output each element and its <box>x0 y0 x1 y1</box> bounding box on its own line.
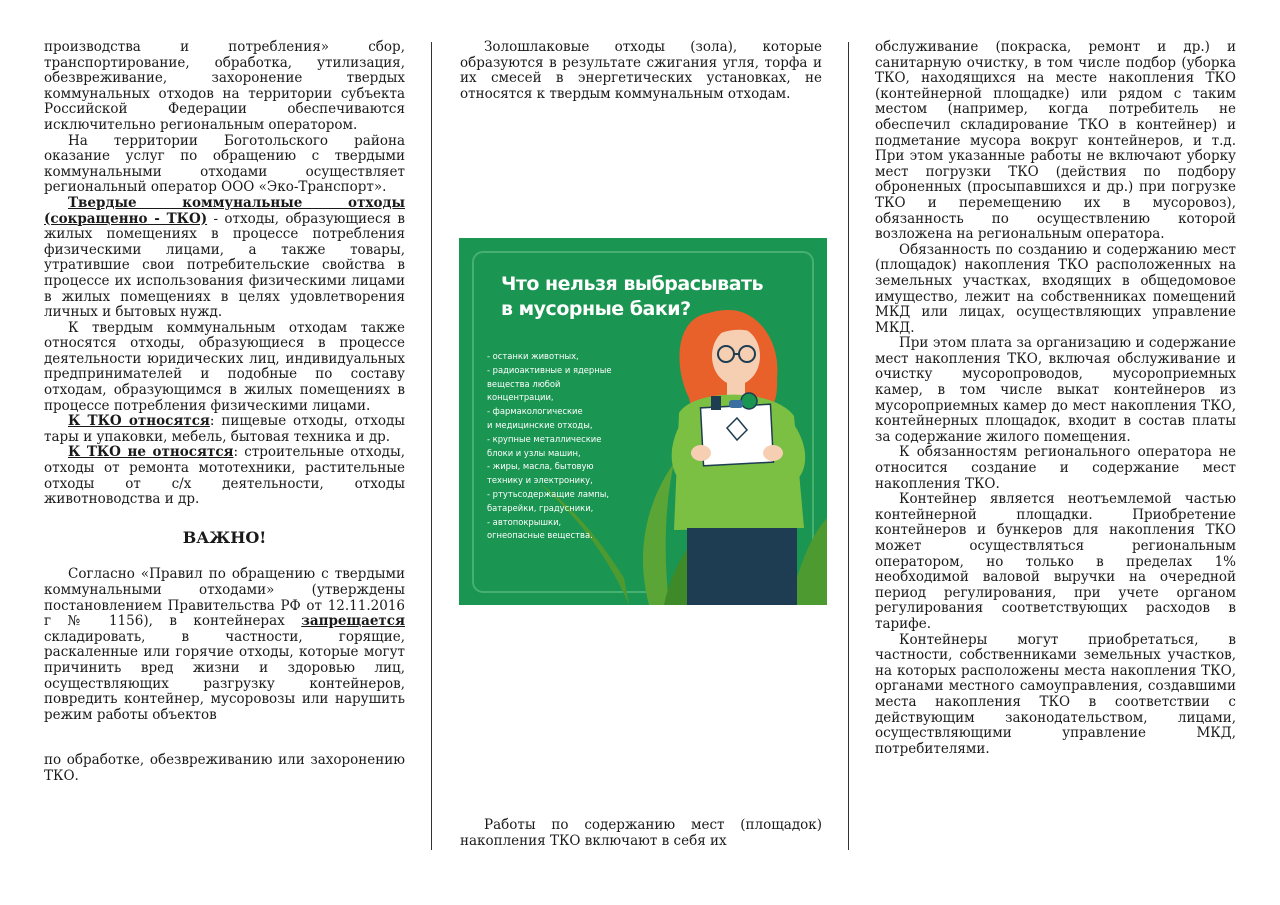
list-item: - жиры, масла, бытовую <box>487 461 594 472</box>
list-item: - автопокрышки, <box>487 516 562 527</box>
important-heading: ВАЖНО! <box>182 527 267 547</box>
paragraph <box>44 414 405 445</box>
list-item: огнеопасные вещества. <box>487 530 593 541</box>
column-1 <box>44 40 405 785</box>
paragraph: производства и потребления» сбор, транспортирование, обработка, утилизация, обезвреживание, захоронение твердых коммунальных отходов на территории субъекта Российской Федерации обеспечиваются исключительно региональным оператором. <box>44 39 405 133</box>
paragraph: по обработке, обезвреживанию или захоронению ТКО. <box>44 752 405 784</box>
definition-text: - отходы, образующиеся в жилых помещениях в процессе потребления физическими лицами, а также товары, утратившие свои потребительские свойства в процессе их использования физическими лицами в жилых помещениях в целях удовлетворения личных и бытовых нужд. <box>44 210 405 321</box>
rules-text-cont: складировать, в частности, горящие, раскаленные или горячие отходы, которые могут причинить вред жизни и здоровью лиц, осуществляющих разгрузку контейнеров, повредить контейнер, мусоровозы или нарушить режим работы объектов <box>44 628 405 723</box>
paragraph: Золошлаковые отходы (зола), которые образуются в результате сжигания угля, торфа и их смесей в энергетических установках, не относятся к твердым коммунальным отходам. <box>460 39 822 102</box>
list-item: - крупные металлические <box>487 433 602 444</box>
poster <box>459 238 827 605</box>
list-item: концентрации, <box>487 392 554 403</box>
list-item: - радиоактивные и ядерные <box>487 364 612 375</box>
paragraph: Контейнеры могут приобретаться, в частности, собственниками земельных участков, на которых расположены места накопления ТКО, органами местного самоуправления, создавшими места накопления ТКО в соответствии с действующим законодательством, лицами, осуществляющими управление МКД, потребителями. <box>875 631 1236 757</box>
list-item: - останки животных, <box>487 351 579 361</box>
list-item: батарейки, градусники, <box>487 502 594 513</box>
term-forbidden: запрещается <box>301 613 405 630</box>
list-item: блоки и узлы машин, <box>487 447 581 458</box>
poster-list <box>487 350 647 543</box>
term-included: К ТКО относятся <box>68 413 210 430</box>
column-3 <box>875 40 1236 757</box>
included-text: : пищевые отходы, отходы тары и упаковки, мебель, бытовая техника и др. <box>44 413 405 445</box>
list-item: вещества любой <box>487 378 561 389</box>
paragraph: При этом плата за организацию и содержание мест накопления ТКО, включая обслуживание и очистку мусоропроводов, мусороприемных камер, в том числе выкат контейнеров из мусороприемных камер до мест накопления ТКО, контейнерных площадок, входит в состав платы за содержание жилого помещения. <box>875 335 1236 445</box>
poster-title-line: Что нельзя выбрасывать <box>501 273 764 295</box>
column-2 <box>460 40 822 102</box>
column-divider <box>431 42 432 850</box>
paragraph <box>44 567 405 723</box>
list-item: - фармакологические <box>487 406 583 417</box>
paragraph: На территории Боготольского района оказание услуг по обращению с твердыми коммунальными отходами осуществляет региональный оператор ООО «Эко-Транспорт». <box>44 132 405 196</box>
paragraph: Контейнер является неотъемлемой частью контейнерной площадки. Приобретение контейнеров и бункеров для накопления ТКО может осуществляться региональным оператором, но только в пределах 1% необходимой валовой выручки на очередной период регулирования, при учете органом регулирования соответствующих расходов в тарифе. <box>875 491 1236 632</box>
paragraph: К обязанностям регионального оператора не относится создание и содержание мест накопления ТКО. <box>875 444 1236 492</box>
paragraph: Работы по содержанию мест (площадок) накопления ТКО включают в себя их <box>460 817 822 849</box>
paragraph <box>44 196 405 321</box>
excluded-text: : строительные отходы, отходы от ремонта мототехники, растительные отходы от с/х деятельности, отходы животноводства и др. <box>44 444 405 508</box>
list-item: технику и электронику, <box>487 475 593 486</box>
list-item: - ртутьсодержащие лампы, <box>487 488 610 499</box>
paragraph: Обязанность по созданию и содержанию мест (площадок) накопления ТКО расположенных на земельных участках, входящих в общедомовое имущество, лежит на собственниках помещений МКД или лицах, осуществляющих управление МКД. <box>875 241 1236 336</box>
poster-title-line: в мусорные баки? <box>501 298 691 320</box>
paragraph: обслуживание (покраска, ремонт и др.) и санитарную очистку, в том числе подбор (уборка ТКО, находящихся на месте накопления ТКО (контейнерной площадке) или рядом с таким местом (например, когда потребитель не обеспечил складирование ТКО в контейнер) и подметание мусора вокруг контейнеров, и т.д. При этом указанные работы не включают уборку мест погрузки ТКО (действия по подбору оброненных (просыпавшихся и др.) при погрузке ТКО и перемещению их в мусоровоз), обязанность по осуществлению которой возложена на региональным оператора. <box>875 39 1236 243</box>
term-tko: Твердые коммунальные отходы (сокращенно - ТКО) <box>44 194 405 227</box>
paragraph: К твердым коммунальным отходам также относятся отходы, образующиеся в процессе деятельности юридических лиц, индивидуальных предпринимателей и подобные по составу отходам, образующимся в жилых помещениях в процессе потребления физическими лицами. <box>44 319 405 414</box>
term-excluded: К ТКО не относятся <box>68 444 234 461</box>
column-divider <box>848 42 849 850</box>
poster-title <box>501 272 801 322</box>
spacer <box>44 723 405 753</box>
paragraph <box>44 445 405 507</box>
rules-text: Согласно «Правил по обращению с твердыми коммунальными отходами» (утверждены постановлением Правительства РФ от 12.11.2016 г № 1156), в контейнерах <box>44 566 405 630</box>
list-item: и медицинские отходы, <box>487 419 593 430</box>
column-2-bottom <box>460 818 822 849</box>
